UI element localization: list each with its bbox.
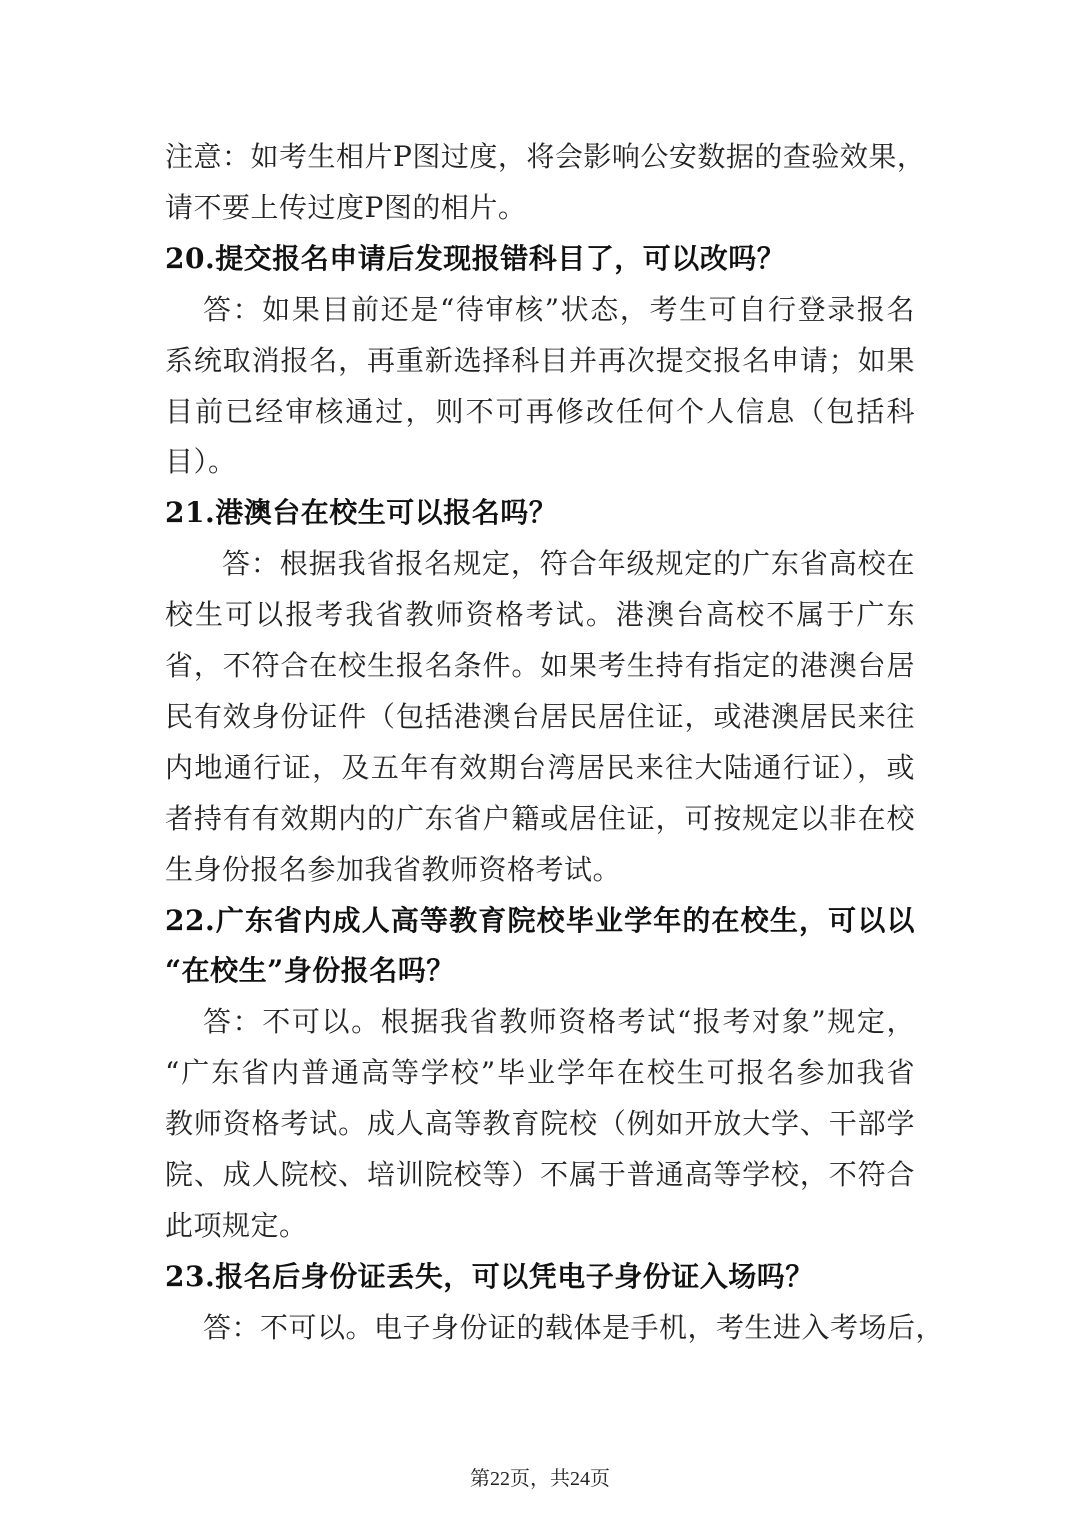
answer-line: 院、成人院校、培训院校等）不属于普通高等学校，不符合 <box>165 1158 915 1191</box>
answer-line: 此项规定。 <box>165 1208 308 1242</box>
answer-line: 目前已经审核通过，则不可再修改任何个人信息（包括科 <box>165 394 915 428</box>
note-line: 请不要上传过度P图的相片。 <box>165 190 527 224</box>
question-heading-line: 21.港澳台在校生可以报名吗？ <box>165 496 558 530</box>
answer-line: 者持有有效期内的广东省户籍或居住证，可按规定以非在校 <box>165 801 915 835</box>
answer-line: 民有效身份证件（包括港澳台居民居住证，或港澳居民来往 <box>165 699 915 733</box>
answer-line: 省，不符合在校生报名条件。如果考生持有指定的港澳台居 <box>165 649 915 682</box>
note-line: 注意：如考生相片P图过度，将会影响公安数据的查验效果， <box>165 140 926 173</box>
answer-line: 教师资格考试。成人高等教育院校（例如开放大学、干部学 <box>165 1107 915 1141</box>
answer-line: 答：不可以。电子身份证的载体是手机，考生进入考场后， <box>203 1310 945 1344</box>
answer-line: 答：如果目前还是“待审核”状态，考生可自行登录报名 <box>203 292 915 326</box>
answer-line: 答：不可以。根据我省教师资格考试“报考对象”规定， <box>203 1005 915 1039</box>
question-heading-line: 23.报名后身份证丢失，可以凭电子身份证入场吗？ <box>165 1259 814 1293</box>
page-footer: 第22页，共24页 <box>470 1468 610 1490</box>
answer-line: 生身份报名参加我省教师资格考试。 <box>165 852 622 886</box>
question-heading-line: 22.广东省内成人高等教育院校毕业学年的在校生，可以以 <box>165 903 915 937</box>
question-heading-line: “在校生”身份报名吗？ <box>165 954 455 988</box>
answer-line: 系统取消报名，再重新选择科目并再次提交报名申请；如果 <box>165 343 915 377</box>
answer-line: 校生可以报考我省教师资格考试。港澳台高校不属于广东 <box>165 598 915 632</box>
answer-line: “广东省内普通高等学校”毕业学年在校生可报名参加我省 <box>165 1056 915 1090</box>
question-heading-line: 20.提交报名申请后发现报错科目了，可以改吗？ <box>165 241 786 275</box>
answer-line: 答：根据我省报名规定，符合年级规定的广东省高校在 <box>222 547 915 581</box>
answer-line: 目）。 <box>165 445 237 479</box>
answer-line: 内地通行证，及五年有效期台湾居民来往大陆通行证），或 <box>165 750 915 784</box>
